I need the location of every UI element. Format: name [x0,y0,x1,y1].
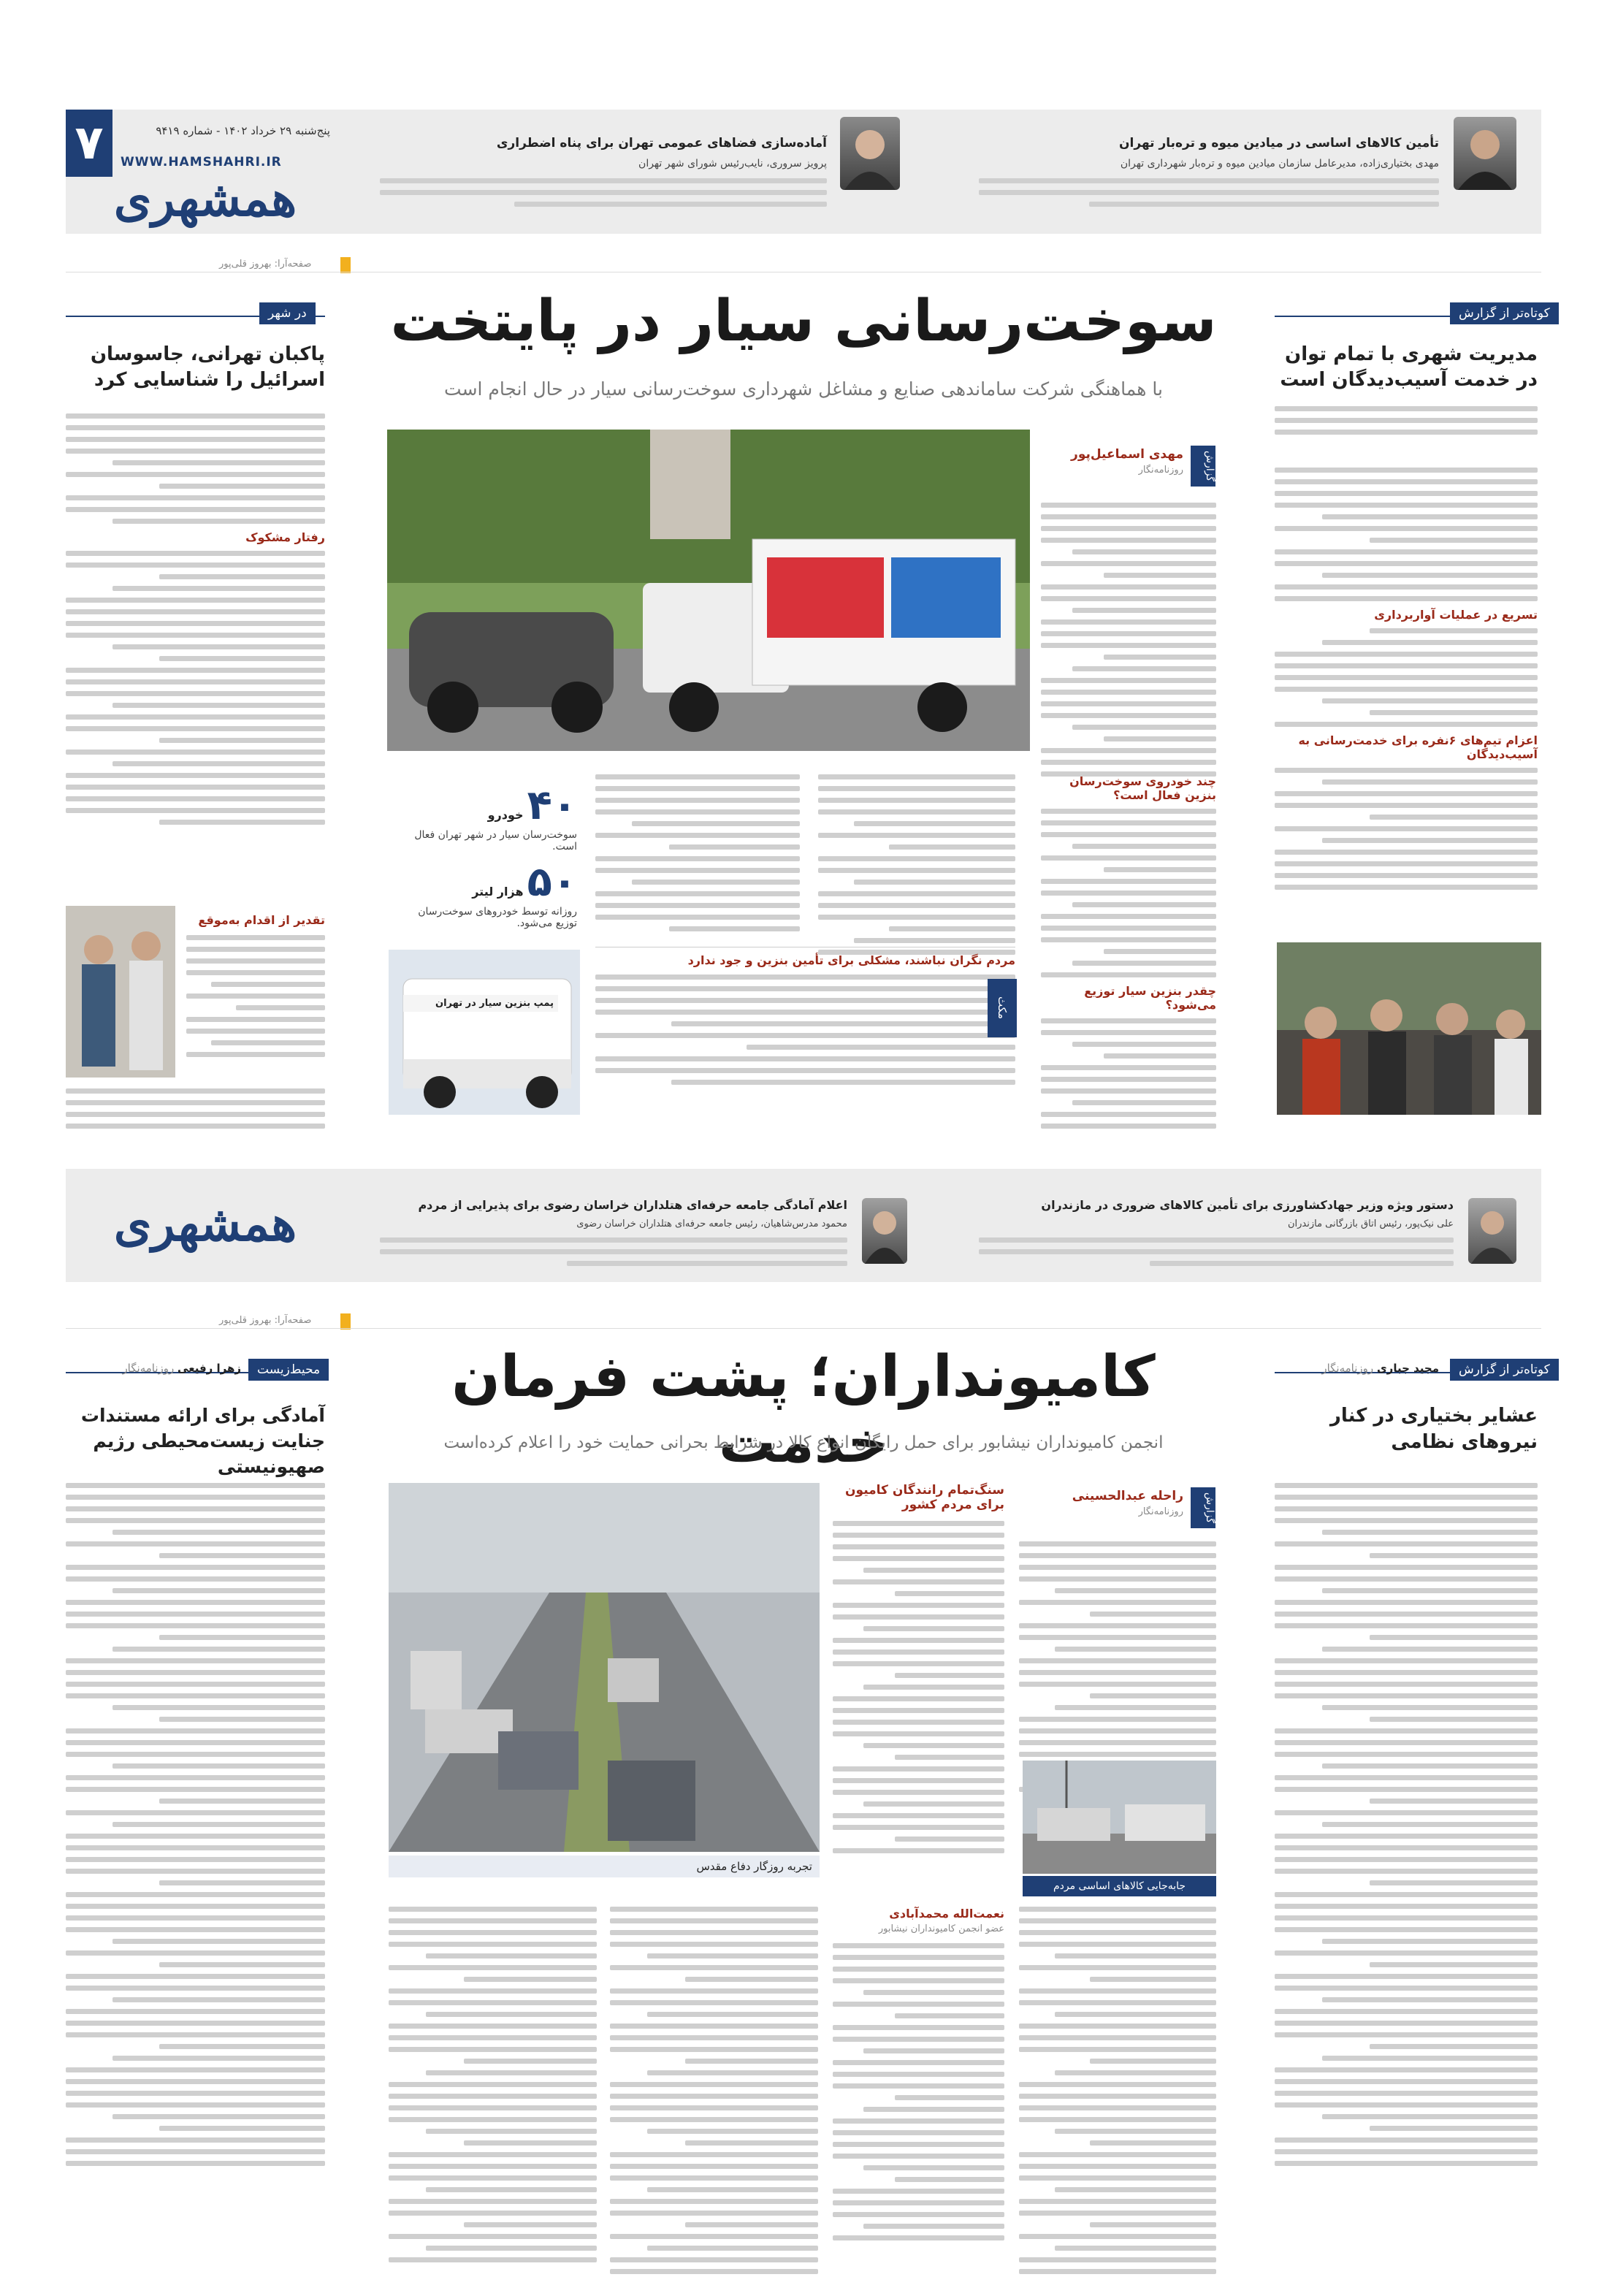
story1-column-4 [595,774,800,931]
stat-vehicles [394,782,577,853]
sidebar-right1-lead [1275,406,1538,435]
story1-headline: سوخت‌رسانی سیار در پایتخت [390,289,1217,354]
story1-subhead: با هماهنگی شرکت ساماندهی صنایع و مشاغل شهرداری سوخت‌رسانی سیار در حال انجام است [444,378,1163,400]
middle-teaser-left-lead: محمود مدرس‌شاهیان، رئیس جامعه حرفه‌ای هتلداران خراسان رضوی [576,1218,847,1229]
portrait-icon [1468,1198,1516,1264]
teaser-right-photo [1454,117,1516,190]
sidebar-right2-author-name: مجید جباری [1376,1362,1439,1375]
story1-column-1 [1041,503,1216,777]
website: WWW.HAMSHAHRI.IR [121,155,282,169]
story2-main-photo [389,1483,820,1852]
story2-author: راحله عبدالحسینی [1072,1489,1183,1503]
story1-inset-photo [389,950,580,1115]
stat-vehicles-number: ۴۰ [527,782,577,829]
story2-small-photo [1023,1761,1216,1874]
inset-caption: پمپ بنزین سیار در تهران [403,995,558,1012]
sidebar-right2-body [1275,1483,1538,2166]
quote-name: نعمت‌الله محمدآبادی [889,1907,1004,1921]
page-number-badge: ۷ [66,110,112,177]
officials-visit-image [1277,942,1541,1115]
portrait-icon [1454,117,1516,190]
story1-column-2 [1041,774,1216,1129]
sidebar-right2-author-role: روزنامه‌نگار [1321,1362,1374,1375]
story2-author-role: روزنامه‌نگار [1138,1506,1183,1517]
story1-kicker: گزارش [1191,446,1215,487]
teaser-right-lead: مهدی بختیاری‌زاده، مدیرعامل سازمان میادین میوه و تره‌بار شهرداری تهران [1120,158,1439,169]
sidebar-left2-author-name: زهرا رفیعی [178,1362,241,1375]
page-editor: صفحه‌آرا: بهروز قلی‌پور [219,259,312,270]
sidebar-right1-body [1275,468,1538,890]
story2-photo-caption: تجربه روزگار دفاع مقدس [389,1856,820,1877]
sidebar-right1-headline: مدیریت شهری با تمام توان در خدمت آسیب‌دیدگان است [1280,343,1538,392]
sidebar-left2-label: محیط‌زیست [248,1359,329,1381]
sidebar-left2-headline: آمادگی برای ارائه مستندات جنایت زیست‌محیطی رژیم صهیونیستی [80,1405,325,1477]
story2-quote-box [833,1907,1004,2240]
sidebar-right2-label: کوتاه‌تر از گزارش [1450,1359,1559,1381]
middle-teaser-right-title: دستور ویژه وزیر جهادکشاورزی برای تأمین کالاهای ضروری در مازندران [1041,1198,1454,1212]
story2-column-1 [1019,1541,1216,1792]
divider-2 [66,1328,1541,1329]
sidebar-left2-author [66,1362,241,1375]
story1-author-role: روزنامه‌نگار [1138,465,1183,476]
story1-column-3 [818,774,1015,955]
editor-marker [340,257,351,273]
story1-subhead-2: چقدر بنزین سیار توزیع می‌شود؟ [1084,984,1216,1012]
middle-teaser-left-title: اعلام آمادگی جامعه حرفه‌ای هتلداران خراسان رضوی برای پذیرایی از مردم [418,1198,847,1212]
stat-liters-unit: هزار لیتر [472,885,524,899]
sidebar-right1-photo [1277,942,1541,1115]
story2-boxed-note [833,1483,1004,1852]
story1-maks-tab: مکث [988,979,1017,1037]
stat-liters-number: ۵۰ [527,858,577,906]
highway-trucks-image [389,1483,820,1852]
sidebar-right2-author [1275,1362,1439,1375]
stat-vehicles-unit: خودرو [487,808,524,822]
logo-2: همشهری [113,1195,297,1252]
stat-liters-label: روزانه توسط خودروهای سوخت‌رسان توزیع می‌شود. [418,906,577,929]
middle-teaser-right-photo [1468,1198,1516,1264]
story2-boxed-title: سنگ‌تمام رانندگان کامیون برای مردم کشور [845,1483,1004,1512]
street-sweeper-image [66,906,175,1078]
stat-liters [394,858,577,929]
logo: همشهری [113,170,297,227]
sidebar-left2-body [66,1483,325,2166]
sidebar-left1-body [66,413,325,825]
teaser-left-title: آماده‌سازی فضاهای عمومی تهران برای پناه اضطراری [496,136,827,150]
sidebar-right2-headline: عشایر بختیاری در کنار نیروهای نظامی [1329,1405,1538,1454]
story1-subhead-1: چند خودروی سوخت‌رسان بنزین فعال است؟ [1069,774,1216,802]
stat-vehicles-label: سوخت‌رسان سیار در شهر تهران فعال است. [414,829,577,853]
teaser-left-lead: پرویز سروری، نایب‌رئیس شورای شهر تهران [638,158,827,169]
issue-line: پنج‌شنبه ۲۹ خرداد ۱۴۰۲ - شماره ۹۴۱۹ [156,124,330,137]
portrait-icon [862,1198,907,1264]
sidebar-left1-subhead-2: تقدیر از اقدام به‌موقع [198,913,325,927]
middle-teaser-left-photo [862,1198,907,1264]
story2-headline: کامیونداران؛ پشت فرمان خدمت [451,1344,1156,1476]
mobile-fuel-station-image [389,950,580,1115]
editor-marker-2 [340,1313,351,1330]
story2-column-4 [389,1907,597,2262]
story2-subhead: انجمن کامیونداران نیشابور برای حمل رایگان انواع کالا در شرایط بحرانی حمایت خود را اعلام کرده‌است [443,1433,1164,1452]
sidebar-left2-author-role: روزنامه‌نگار [122,1362,175,1375]
parked-trucks-image [1023,1761,1216,1874]
sidebar-right1-subhead-1: تسریع در عملیات آواربرداری [1374,608,1538,622]
story2-kicker: گزارش [1191,1487,1215,1528]
fuel-truck-image [387,430,1030,751]
sidebar-left1-subhead-1: رفتار مشکوک [245,530,325,544]
sidebar-right1-label: کوتاه‌تر از گزارش [1450,302,1559,324]
middle-teaser-right-lead: علی نیک‌پور، رئیس اتاق بازرگانی مازندران [1287,1218,1454,1229]
story2-column-3 [610,1907,818,2274]
sidebar-right1-subhead-2: اعزام تیم‌های ۶نفره برای خدمت‌رسانی به آسیب‌دیدگان [1298,733,1538,761]
page-editor-2: صفحه‌آرا: بهروز قلی‌پور [219,1315,312,1326]
teaser-left-photo [840,117,900,190]
sidebar-left1-photo [66,906,175,1078]
sidebar-left1-label: در شهر [259,302,316,324]
story1-author: مهدی اسماعیل‌پور [1071,447,1183,462]
teaser-right-title: تأمین کالاهای اساسی در میادین میوه و تره‌بار تهران [1119,136,1439,150]
story1-subhead-3: مردم نگران نباشند، مشکلی برای تأمین بنزین و جود ندارد [687,953,1015,967]
story1-main-photo [387,430,1030,751]
story2-column-2 [1019,1907,1216,2274]
sidebar-left1-headline: پاکبان تهرانی، جاسوسان اسرائیل را شناسایی کرد [90,343,325,392]
story2-small-photo-caption: جابه‌جایی کالاهای اساسی مردم [1023,1876,1216,1896]
quote-role: عضو انجمن کامیونداران نیشابور [878,1923,1004,1934]
portrait-icon [840,117,900,190]
story1-boxed-note [595,947,1015,1115]
